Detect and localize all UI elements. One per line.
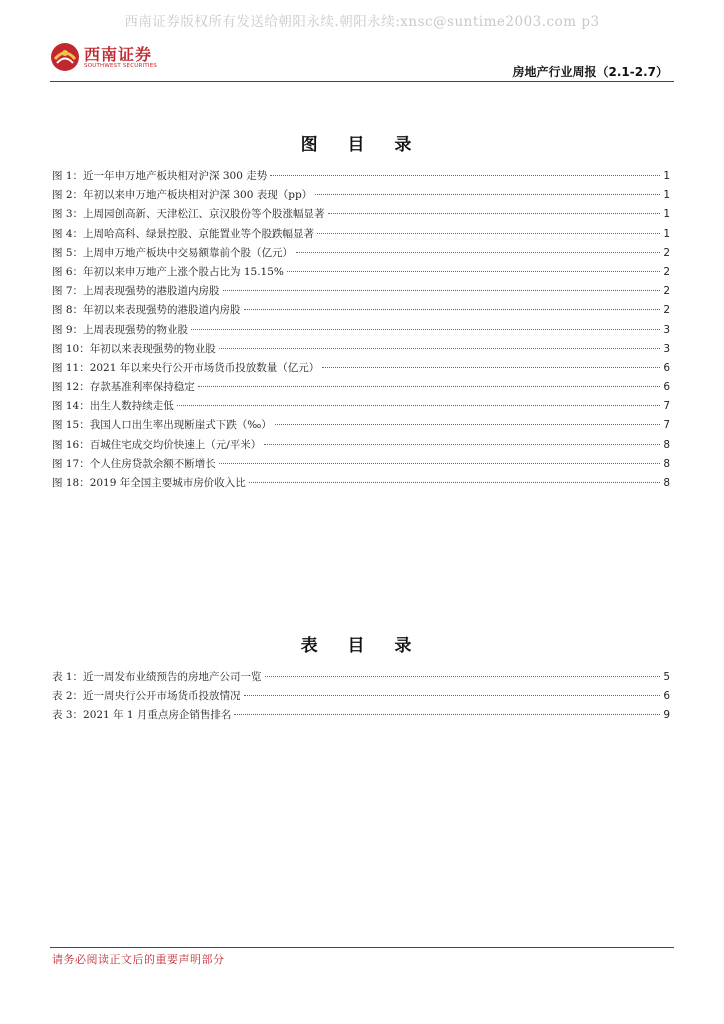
figures-toc-heading: 图 目 录 xyxy=(300,135,424,155)
toc-leader-dots xyxy=(223,290,661,291)
toc-entry-label: 图 2：年初以来申万地产板块相对沪深 300 表现（pp） xyxy=(52,189,313,202)
toc-entry[interactable] xyxy=(52,187,670,206)
footer-divider xyxy=(50,947,674,948)
toc-entry-label: 图 12：存款基准利率保持稳定 xyxy=(52,381,195,394)
toc-entry-label: 图 18：2019 年全国主要城市房价收入比 xyxy=(52,477,246,489)
toc-leader-dots xyxy=(265,676,661,677)
toc-leader-dots xyxy=(296,252,660,253)
toc-entry-page: 3 xyxy=(663,342,670,355)
toc-entry-page: 7 xyxy=(663,400,670,413)
toc-entry-page: 2 xyxy=(663,304,670,317)
toc-leader-dots xyxy=(244,309,661,310)
tables-toc-list xyxy=(52,669,670,727)
toc-entry-label: 图 6：年初以来申万地产上涨个股占比为 15.15% xyxy=(52,265,284,278)
toc-entry-label: 图 3：上周园创高新、天津松江、京汉股份等个股涨幅显著 xyxy=(52,208,325,221)
toc-entry-label: 图 7：上周表现强势的港股道内房股 xyxy=(52,285,220,298)
toc-entry-page: 6 xyxy=(663,381,670,394)
toc-entry-page: 2 xyxy=(663,285,670,298)
toc-entry[interactable] xyxy=(52,456,670,475)
toc-entry[interactable] xyxy=(52,341,670,360)
toc-entry-page: 8 xyxy=(663,438,670,451)
toc-entry-page: 1 xyxy=(663,170,670,182)
toc-entry-label: 图 16：百城住宅成交均价快速上（元/平米） xyxy=(52,438,262,451)
toc-entry-page: 8 xyxy=(663,457,670,470)
toc-entry[interactable] xyxy=(52,322,670,341)
toc-entry[interactable] xyxy=(52,226,670,245)
toc-entry-label: 表 2：近一周央行公开市场货币投放情况 xyxy=(52,690,241,703)
footer-disclaimer: 请务必阅读正文后的重要声明部分 xyxy=(52,953,225,966)
company-logo xyxy=(50,40,160,76)
toc-leader-dots xyxy=(219,348,661,349)
toc-entry-label: 图 10：年初以来表现强势的物业股 xyxy=(52,342,216,355)
toc-leader-dots xyxy=(234,714,660,715)
toc-entry-page: 2 xyxy=(663,265,670,278)
toc-entry-page: 8 xyxy=(663,477,670,489)
report-title: 房地产行业周报（2.1-2.7） xyxy=(512,65,668,79)
toc-entry[interactable] xyxy=(52,437,670,456)
toc-entry-label: 图 4：上周哈高科、绿景控股、京能置业等个股跌幅显著 xyxy=(52,227,315,240)
toc-entry-label: 图 11：2021 年以来央行公开市场货币投放数量（亿元） xyxy=(52,361,320,374)
toc-leader-dots xyxy=(287,271,660,272)
logo-english-name: SOUTHWEST SECURITIES xyxy=(84,63,158,69)
toc-entry-page: 2 xyxy=(663,246,670,259)
toc-entry[interactable] xyxy=(52,475,670,494)
toc-entry-page: 1 xyxy=(663,227,670,240)
toc-entry[interactable] xyxy=(52,669,670,688)
toc-entry[interactable] xyxy=(52,417,670,436)
toc-leader-dots xyxy=(270,175,660,176)
toc-leader-dots xyxy=(191,329,660,330)
toc-leader-dots xyxy=(328,213,661,214)
header-divider xyxy=(50,81,674,82)
toc-entry-label: 图 14：出生人数持续走低 xyxy=(52,400,174,413)
figures-toc-list xyxy=(52,168,670,494)
toc-entry-label: 图 8：年初以来表现强势的港股道内房股 xyxy=(52,304,241,317)
toc-entry[interactable] xyxy=(52,283,670,302)
toc-leader-dots xyxy=(275,424,661,425)
logo-chinese-name: 西南证券 xyxy=(84,45,153,64)
toc-entry-page: 3 xyxy=(663,323,670,336)
toc-entry-label: 表 1：近一周发布业绩预告的房地产公司一览 xyxy=(52,671,262,683)
toc-entry[interactable] xyxy=(52,168,670,187)
toc-entry-page: 5 xyxy=(663,671,670,683)
toc-leader-dots xyxy=(249,482,661,483)
toc-leader-dots xyxy=(244,695,661,696)
toc-entry-page: 1 xyxy=(663,208,670,221)
tables-toc-heading: 表 目 录 xyxy=(300,636,424,656)
toc-leader-dots xyxy=(198,386,661,387)
toc-leader-dots xyxy=(315,194,660,195)
toc-entry-page: 9 xyxy=(663,709,670,722)
toc-entry[interactable] xyxy=(52,206,670,225)
toc-entry-page: 1 xyxy=(663,189,670,202)
toc-entry[interactable] xyxy=(52,379,670,398)
toc-leader-dots xyxy=(264,444,660,445)
toc-entry[interactable] xyxy=(52,264,670,283)
toc-leader-dots xyxy=(219,463,661,464)
toc-entry-page: 7 xyxy=(663,419,670,432)
toc-leader-dots xyxy=(177,405,661,406)
toc-leader-dots xyxy=(322,367,660,368)
toc-entry-label: 图 1：近一年申万地产板块相对沪深 300 走势 xyxy=(52,170,268,182)
toc-entry-label: 图 9：上周表现强势的物业股 xyxy=(52,323,189,336)
toc-entry-label: 表 3：2021 年 1 月重点房企销售排名 xyxy=(52,709,232,722)
toc-entry-page: 6 xyxy=(663,361,670,374)
toc-entry[interactable] xyxy=(52,245,670,264)
toc-entry[interactable] xyxy=(52,398,670,417)
toc-entry[interactable] xyxy=(52,302,670,321)
toc-entry-label: 图 15：我国人口出生率出现断崖式下跌（‰） xyxy=(52,419,272,432)
watermark-text: 西南证券版权所有发送给朝阳永续.朝阳永续:xnsc@suntime2003.com p3 xyxy=(124,14,600,30)
toc-entry-label: 图 5：上周申万地产板块中交易额靠前个股（亿元） xyxy=(52,246,294,259)
toc-leader-dots xyxy=(317,233,660,234)
toc-entry-page: 6 xyxy=(663,690,670,703)
toc-entry[interactable] xyxy=(52,360,670,379)
toc-entry-label: 图 17：个人住房贷款余额不断增长 xyxy=(52,457,216,470)
toc-entry[interactable] xyxy=(52,707,670,726)
toc-entry[interactable] xyxy=(52,688,670,707)
logo-emblem-icon xyxy=(50,42,80,72)
